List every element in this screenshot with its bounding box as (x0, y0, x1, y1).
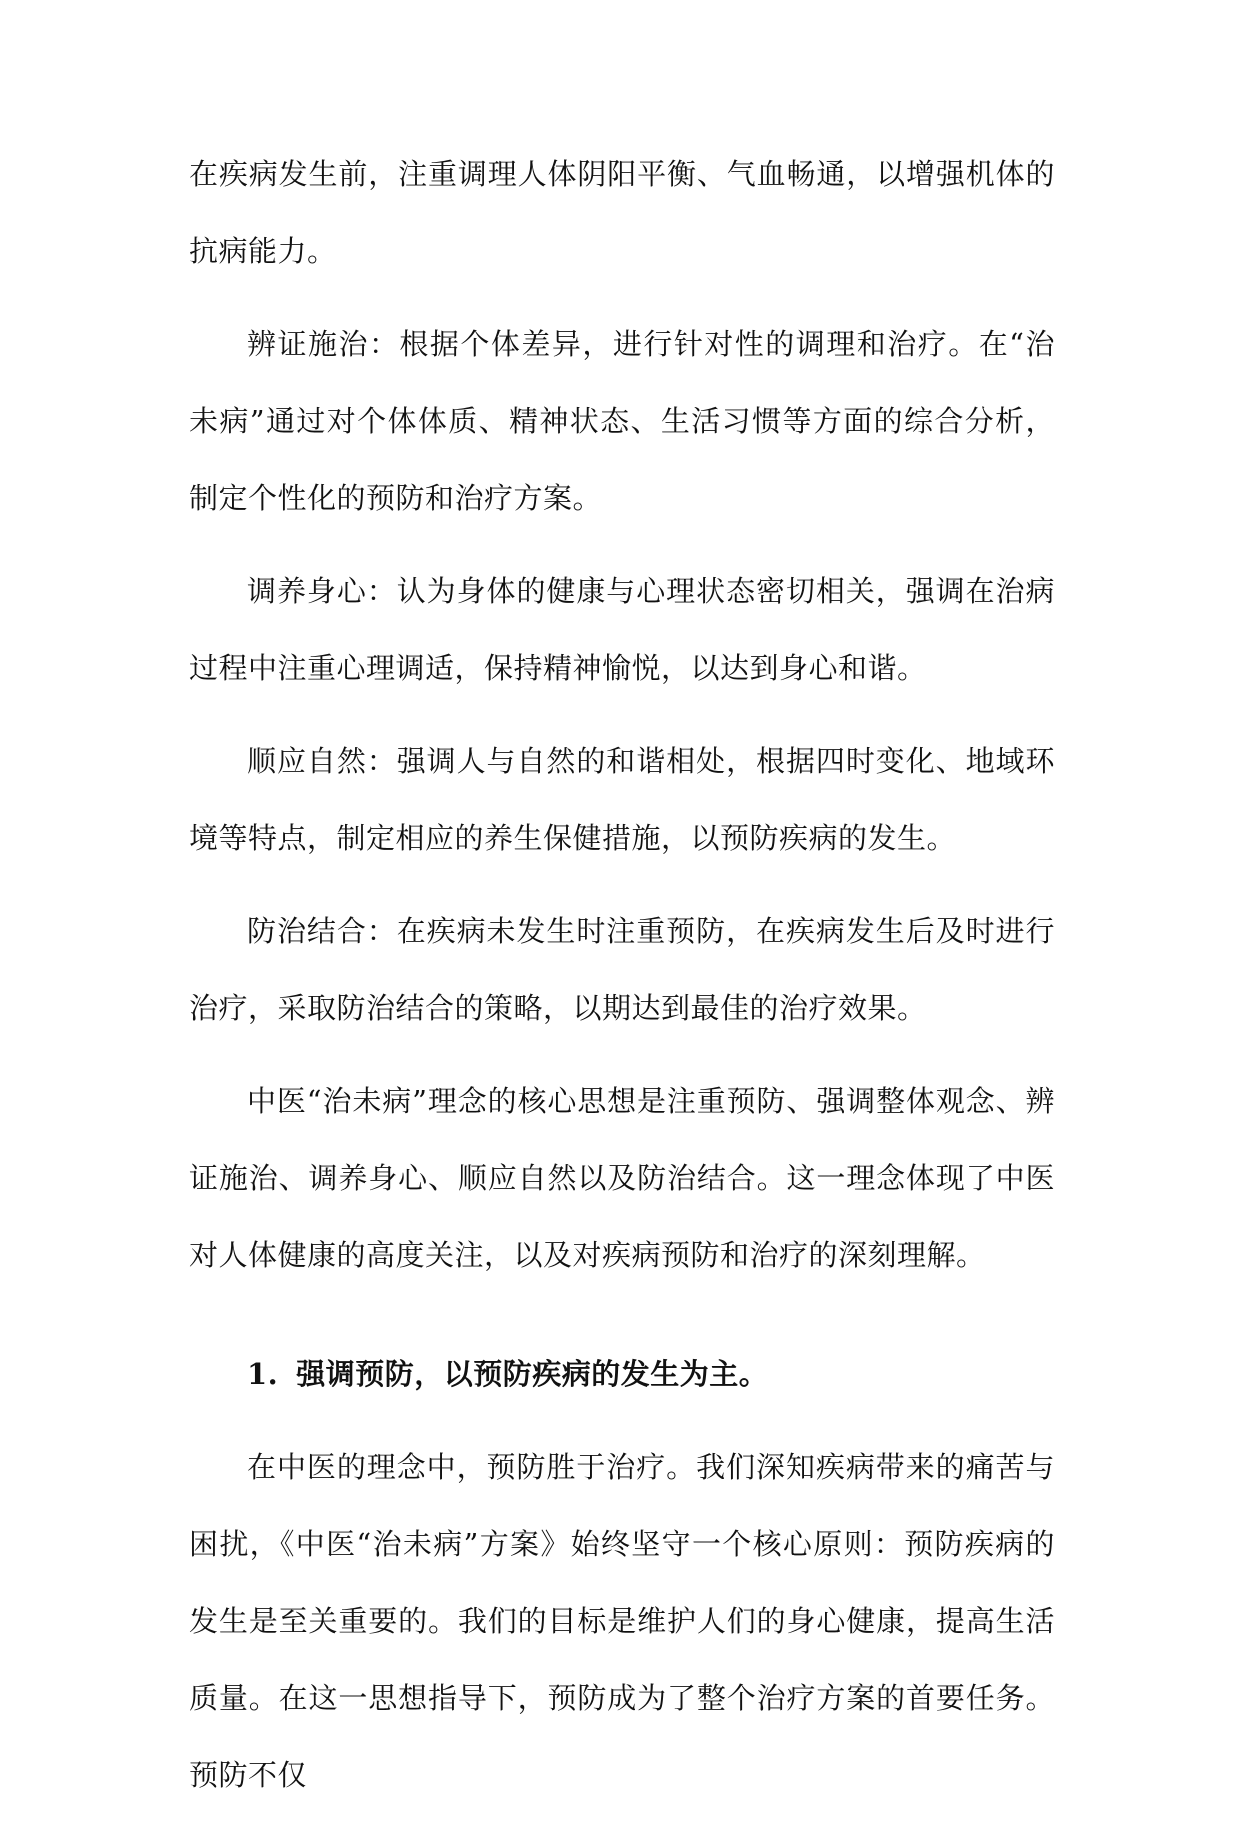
paragraph-prevention: 在中医的理念中，预防胜于治疗。我们深知疾病带来的痛苦与困扰，《中医“治未病”方案》始终坚守一个核心原则：预防疾病的发生是至关重要的。我们的目标是维护人们的身心健康，提高生活质量。在这一思想指导下，预防成为了整个治疗方案的首要任务。预防不仅 (189, 1450, 1055, 1792)
paragraph-continuation: 在疾病发生前，注重调理人体阴阳平衡、气血畅通，以增强机体的抗病能力。 (189, 157, 1055, 268)
paragraph-tiaoyang: 调养身心：认为身体的健康与心理状态密切相关，强调在治病过程中注重心理调适，保持精神愉悦，以达到身心和谐。 (189, 574, 1055, 685)
paragraph-shunying: 顺应自然：强调人与自然的和谐相处，根据四时变化、地域环境等特点，制定相应的养生保健措施，以预防疾病的发生。 (189, 744, 1055, 855)
document-body (189, 136, 1055, 1830)
section-heading (189, 1336, 1055, 1413)
paragraph-bianzheng: 辨证施治：根据个体差异，进行针对性的调理和治疗。在“治未病”通过对个体体质、精神状态、生活习惯等方面的综合分析，制定个性化的预防和治疗方案。 (189, 327, 1055, 515)
paragraph-fangzhi: 防治结合：在疾病未发生时注重预防，在疾病发生后及时进行治疗，采取防治结合的策略，以期达到最佳的治疗效果。 (189, 914, 1055, 1025)
paragraph-summary: 中医“治未病”理念的核心思想是注重预防、强调整体观念、辨证施治、调养身心、顺应自然以及防治结合。这一理念体现了中医对人体健康的高度关注，以及对疾病预防和治疗的深刻理解。 (189, 1084, 1055, 1272)
section-heading-text: 强调预防，以预防疾病的发生为主。 (296, 1357, 769, 1391)
section-heading-number: 1. (247, 1357, 279, 1391)
